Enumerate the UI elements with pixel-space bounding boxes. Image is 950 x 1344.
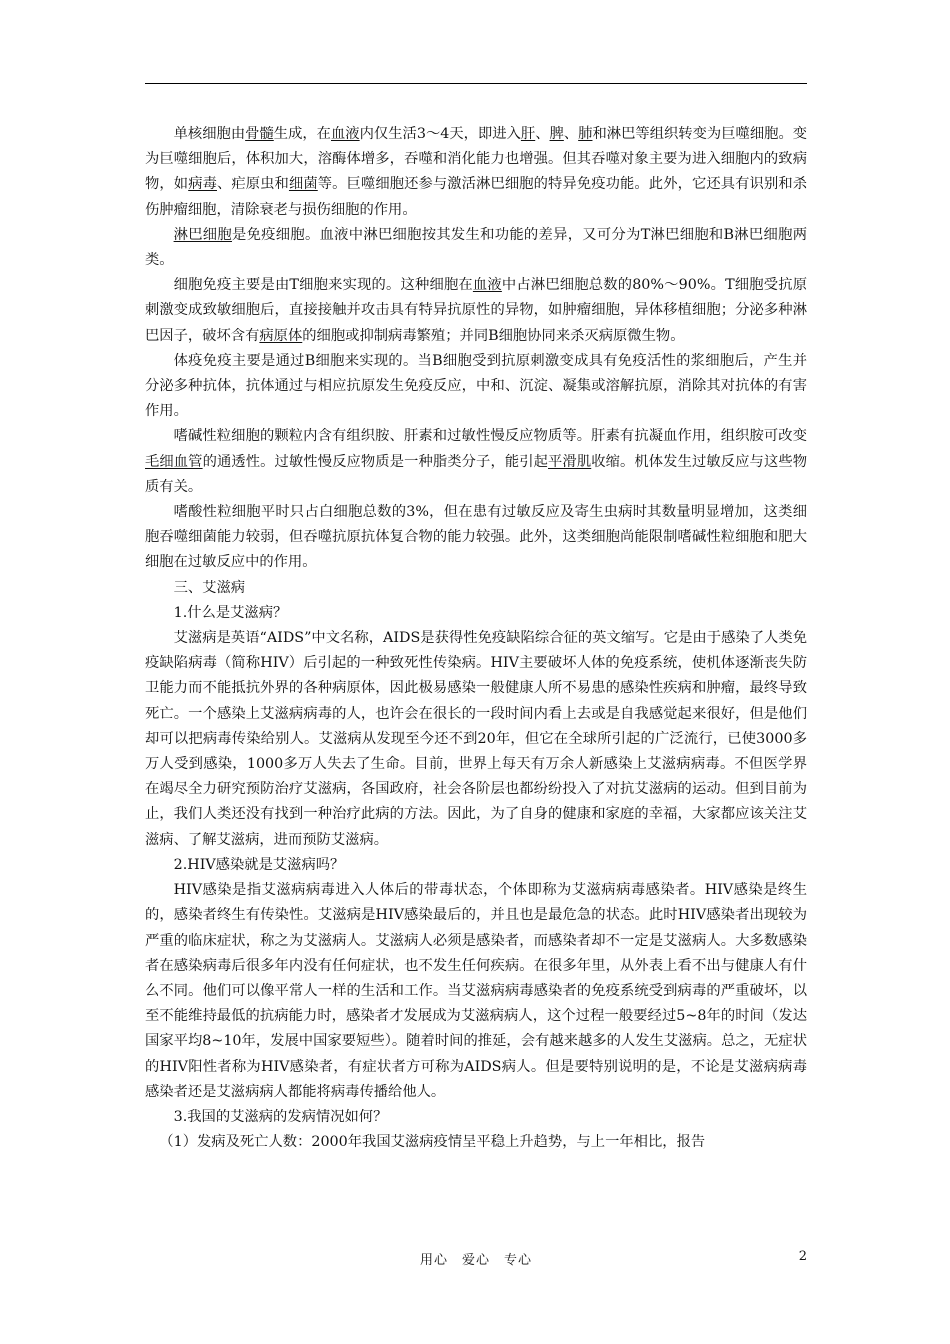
text-run: 内仅生活3～4天，即进入 [359, 126, 521, 142]
question-heading-3: 3.我国的艾滋病的发病情况如何？ [173, 1108, 388, 1125]
link-pathogen[interactable]: 病原体 [259, 327, 303, 344]
link-blood[interactable]: 血液 [331, 126, 360, 142]
page-footer [145, 1249, 807, 1269]
footer-word: 用心 [419, 1253, 448, 1268]
section-heading-aids: 三、艾滋病 [173, 579, 246, 596]
footer-word: 爱心 [461, 1253, 490, 1268]
link-lymphocyte[interactable]: 淋巴细胞 [173, 226, 232, 243]
text-run: 中占淋巴细胞总数的80%～90%。T细胞受抗原刺激变成致敏细胞后，直接接触并攻击具有特异抗原性的异物，如肿瘤细胞，异体移植细胞；分泌多种淋巴因子，破坏含有 [145, 277, 807, 344]
link-capillary[interactable]: 毛细血管 [145, 453, 203, 470]
link-smooth-muscle[interactable]: 平滑肌 [548, 453, 592, 470]
paragraph-cell-immunity [145, 273, 807, 349]
footer-motto [145, 1249, 807, 1268]
text-run: 收缩。机体发生过敏反应与这些物质有关。 [145, 453, 808, 495]
footer-word: 专心 [504, 1253, 533, 1268]
text-run: 是免疫细胞。血液中淋巴细胞按其发生和功能的差异，又可分为T淋巴细胞和B淋巴细胞两类。 [145, 226, 807, 269]
text-run: 、疟原虫和 [216, 176, 289, 193]
link-virus[interactable]: 病毒 [188, 176, 217, 193]
paragraph-hiv-infection: HIV感染是指艾滋病病毒进入人体后的带毒状态，个体即称为艾滋病病毒感染者。HIV感染是终生的，感染者终生有传染性。艾滋病是HIV感染最后的，并且也是最危急的状态。此时HIV感染者出现较为严重的临床症状，称之为艾滋病人。艾滋病人必须是感染者，而感染者却不一定是艾滋病人。大多数感染者在感染病毒后很多年内没有任何症状，也不发生任何疾病。在很多年里，从外表上看不出与健康人有什么不同。他们可以像平常人一样的生活和工作。当艾滋病病毒感染者的免疫系统受到病毒的严重破坏，以至不能维持最低的抗病能力时，感染者才发展成为艾滋病病人，这个过程一般要经过5~8年的时间（发达国家平均8~10年，发展中国家要短些）。随着时间的推延，会有越来越多的人发生艾滋病。总之，无症状的HIV阳性者称为HIV感染者，有症状者方可称为AIDS病人。但是要特别说明的是，不论是艾滋病病毒感染者还是艾滋病病人都能将病毒传播给他人。 [145, 882, 807, 1100]
question-heading-2: 2.HIV感染就是艾滋病吗？ [173, 856, 345, 873]
question-heading-1: 1.什么是艾滋病？ [173, 604, 288, 621]
paragraph-what-is-aids: 艾滋病是英语“AIDS”中文名称，AIDS是获得性免疫缺陷综合征的英文缩写。它是由于感染了人类免疫缺陷病毒（简称HIV）后引起的一种致死性传染病。HIV主要破坏人体的免疫系统，使机体逐渐丧失防卫能力而不能抵抗外界的各种病原体，因此极易感染一般健康人所不易患的感染性疾病和肿瘤，最终导致死亡。一个感染上艾滋病病毒的人，也许会在很长的一段时间内看上去或是自我感觉起来很好，但是他们却可以把病毒传染给别人。艾滋病从发现至今还不到20年，但它在全球所引起的广泛流行，已使3000多万人受到感染，1000多万人失去了生命。目前，世界上每天有万余人新感染上艾滋病病毒。不但医学界在竭尽全力研究预防治疗艾滋病，各国政府，社会各阶层也都纷纷投入了对抗艾滋病的运动。但到目前为止，我们人类还没有找到一种治疗此病的方法。因此，为了自身的健康和家庭的幸福，大家都应该关注艾滋病、了解艾滋病，进而预防艾滋病。 [145, 630, 807, 848]
text-run: 单核细胞由 [173, 126, 246, 142]
text-run: 生成，在 [273, 126, 331, 142]
link-spleen[interactable]: 脾 [549, 126, 564, 142]
text-run: 、 [535, 126, 550, 142]
paragraph-lymphocyte [145, 223, 807, 273]
paragraph-humoral-immunity: 体疫免疫主要是通过B细胞来实现的。当B细胞受到抗原刺激变成具有免疫活性的浆细胞后，产生并分泌多种抗体，抗体通过与相应抗原发生免疫反应，中和、沉淀、凝集或溶解抗原，消除其对抗体的有害作用。 [145, 352, 807, 420]
page-number: 2 [798, 1249, 807, 1264]
link-liver[interactable]: 肝 [520, 126, 536, 142]
paragraph-eosinophil: 嗜酸性粒细胞平时只占白细胞总数的3%，但在患有过敏反应及寄生虫病时其数量明显增加，这类细胞吞噬细菌能力较弱，但吞噬抗原抗体复合物的能力较强。此外，这类细胞尚能限制嗜碱性粒细胞和肥大细胞在过敏反应中的作用。 [145, 504, 807, 571]
text-run: 的通透性。过敏性慢反应物质是一种脂类分子，能引起 [202, 453, 549, 470]
text-run: 的细胞或抑制病毒繁殖；并同B细胞协同来杀灭病原微生物。 [302, 327, 685, 344]
paragraph-basophil [145, 424, 807, 500]
text-run: 等。巨噬细胞还参与激活淋巴细胞的特异免疫功能。此外，它还具有识别和杀伤肿瘤细胞，清除衰老与损伤细胞的作用。 [145, 176, 808, 218]
paragraph-monocyte [145, 122, 807, 223]
document-body [145, 122, 807, 1155]
link-bone-marrow[interactable]: 骨髓 [245, 126, 274, 142]
link-bacteria[interactable]: 细菌 [288, 176, 318, 193]
text-run: 嗜碱性粒细胞的颗粒内含有组织胺、肝素和过敏性慢反应物质等。肝素有抗凝血作用，组织胺可改变 [173, 428, 807, 445]
paragraph-incidence: （1）发病及死亡人数：2000年我国艾滋病疫情呈平稳上升趋势，与上一年相比，报告 [159, 1134, 706, 1151]
text-run: 和淋巴等组织转变为巨噬细胞。变为巨噬细胞后，体积加大，溶酶体增多，吞噬和消化能力也增强。但其吞噬对象主要为进入细胞内的致病物，如 [145, 126, 808, 193]
text-run: 、 [563, 126, 579, 142]
header-rule [145, 83, 807, 84]
text-run: 细胞免疫主要是由T细胞来实现的。这种细胞在 [173, 277, 473, 294]
link-blood[interactable]: 血液 [472, 277, 502, 294]
link-lung[interactable]: 肺 [578, 126, 593, 142]
